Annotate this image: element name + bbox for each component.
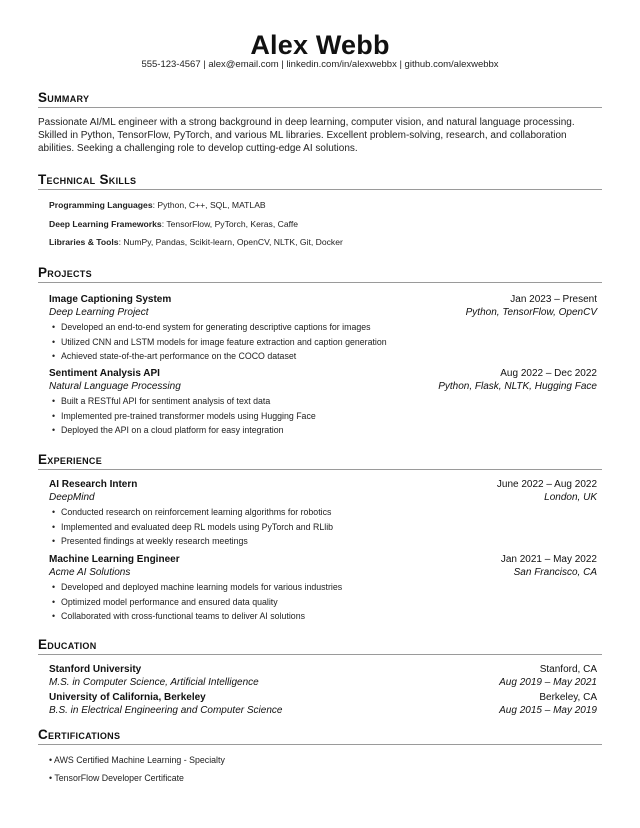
skill-label: Libraries & Tools	[49, 237, 119, 247]
bullet-item: • Implemented pre-trained transformer models using Hugging Face	[49, 409, 597, 424]
skill-label: Deep Learning Frameworks	[49, 219, 162, 229]
school-location: Stanford, CA	[539, 664, 597, 675]
summary-section	[38, 90, 602, 108]
bullet-item: • Developed and deployed machine learning models for various industries	[49, 580, 597, 595]
section-title-experience: Experience	[38, 452, 602, 470]
school-location: Berkeley, CA	[539, 692, 597, 703]
bullet-item: • Built a RESTful API for sentiment analysis of text data	[49, 394, 597, 409]
skill-row	[49, 219, 298, 229]
education-entry	[49, 692, 597, 717]
project-subtitle: Natural Language Processing	[49, 380, 181, 392]
bullet-item: • Developed an end-to-end system for generating descriptive captions for images	[49, 320, 597, 335]
projects-section	[38, 265, 602, 283]
job-location: London, UK	[544, 491, 597, 503]
project-date: Jan 2023 – Present	[510, 294, 597, 305]
bullet-item: • Optimized model performance and ensured data quality	[49, 595, 597, 610]
project-entry	[49, 294, 597, 364]
degree-dates: Aug 2015 – May 2019	[499, 704, 597, 716]
skill-value: : NumPy, Pandas, Scikit-learn, OpenCV, NLTK, Git, Docker	[118, 237, 343, 247]
section-title-projects: Projects	[38, 265, 602, 283]
section-title-certifications: Certifications	[38, 727, 602, 745]
project-tech: Python, Flask, NLTK, Hugging Face	[438, 380, 597, 392]
bullet-item: • Deployed the API on a cloud platform for easy integration	[49, 423, 597, 438]
certifications-section	[38, 727, 602, 745]
summary-text: Passionate AI/ML engineer with a strong background in deep learning, computer vision, and natural language processing. Skilled in Python, TensorFlow, PyTorch, and various ML libraries. Excellent problem-solving, research, and collaboration abilities. Seeking a challenging role to develop cutting-edge AI solutions.	[38, 117, 575, 154]
experience-entry	[49, 479, 597, 549]
project-tech: Python, TensorFlow, OpenCV	[465, 306, 597, 318]
job-company: Acme AI Solutions	[49, 566, 131, 578]
contact-line: 555-123-4567 | alex@email.com | linkedin.com/in/alexwebbx | github.com/alexwebbx	[141, 59, 499, 70]
school-name: University of California, Berkeley	[49, 692, 206, 703]
certification-item: • TensorFlow Developer Certificate	[49, 773, 184, 783]
skill-value: : Python, C++, SQL, MATLAB	[152, 200, 266, 210]
experience-section	[38, 452, 602, 470]
degree-name: B.S. in Electrical Engineering and Computer Science	[49, 704, 283, 716]
degree-name: M.S. in Computer Science, Artificial Intelligence	[49, 676, 259, 688]
job-date: June 2022 – Aug 2022	[496, 479, 597, 490]
bullet-item: • Conducted research on reinforcement learning algorithms for robotics	[49, 505, 597, 520]
degree-dates: Aug 2019 – May 2021	[499, 676, 597, 688]
education-section	[38, 637, 602, 655]
bullet-item: • Utilized CNN and LSTM models for image feature extraction and caption generation	[49, 335, 597, 350]
job-location: San Francisco, CA	[513, 566, 597, 578]
education-entry	[49, 664, 597, 689]
project-date: Aug 2022 – Dec 2022	[500, 368, 597, 379]
skill-row	[49, 200, 266, 210]
project-name: Sentiment Analysis API	[49, 368, 160, 379]
skill-value: : TensorFlow, PyTorch, Keras, Caffe	[161, 219, 299, 229]
project-entry	[49, 368, 597, 438]
candidate-name: Alex Webb	[250, 30, 390, 60]
school-name: Stanford University	[49, 664, 142, 675]
section-title-education: Education	[38, 637, 602, 655]
certification-item: • AWS Certified Machine Learning - Specialty	[49, 755, 225, 765]
skill-row	[49, 237, 343, 247]
bullet-item: • Achieved state-of-the-art performance on the COCO dataset	[49, 349, 597, 364]
project-name: Image Captioning System	[49, 294, 172, 305]
section-title-skills: Technical Skills	[38, 172, 602, 190]
job-role: Machine Learning Engineer	[49, 554, 180, 565]
job-role: AI Research Intern	[49, 479, 138, 490]
bullet-item: • Collaborated with cross-functional teams to deliver AI solutions	[49, 609, 597, 624]
section-title-summary: Summary	[38, 90, 602, 108]
job-date: Jan 2021 – May 2022	[500, 554, 597, 565]
bullet-item: • Implemented and evaluated deep RL models using PyTorch and RLlib	[49, 520, 597, 535]
job-company: DeepMind	[49, 491, 95, 503]
project-subtitle: Deep Learning Project	[49, 306, 149, 318]
skill-label: Programming Languages	[49, 200, 153, 210]
experience-entry	[49, 554, 597, 624]
bullet-item: • Presented findings at weekly research meetings	[49, 534, 597, 549]
skills-section	[38, 172, 602, 190]
